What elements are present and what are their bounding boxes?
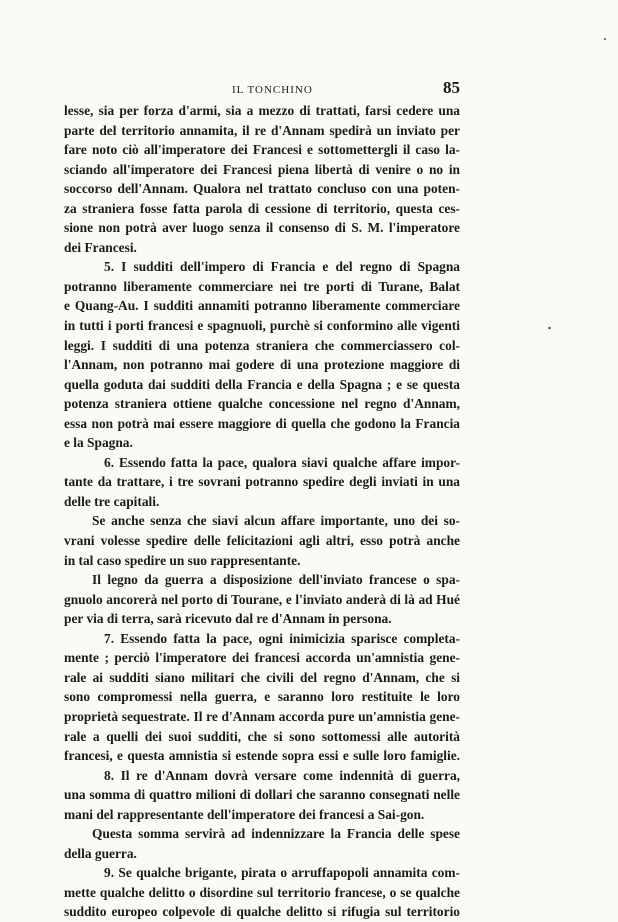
text-line: l'Annam, non potranno mai godere di una protezione maggiore di	[64, 357, 460, 373]
text-line: in tal caso spedire un suo rappresentante.	[64, 552, 301, 568]
paper-speck	[604, 38, 606, 40]
text-line: delle tre capitali.	[64, 493, 160, 509]
text-line: quella goduta dai sudditi della Francia e della Spagna ; e se questa	[64, 376, 460, 392]
text-line: Il legno da guerra a disposizione dell'inviato francese o spa-	[92, 572, 460, 588]
text-line: parte del territorio annamita, il re d'Annam spedirà un inviato per	[64, 122, 460, 138]
text-line: 5. I sudditi dell'impero di Francia e del regno di Spagna	[104, 259, 460, 275]
text-line: francesi, e questa amnistia si estende sopra essi e sulle loro famiglie.	[64, 748, 460, 764]
text-line: Se anche senza che siavi alcun affare importante, uno dei so-	[92, 513, 460, 529]
text-line: della guerra.	[64, 845, 137, 861]
text-line: sono compromessi nella guerra, e saranno loro restituite le loro	[64, 689, 460, 705]
text-line: tante da trattare, i tre sovrani potranno spedire degli inviati in una	[64, 474, 460, 490]
text-line: 8. Il re d'Annam dovrà versare come indennità di guerra,	[104, 767, 460, 783]
running-title: IL TONCHINO	[232, 84, 313, 96]
page-number: 85	[443, 78, 460, 97]
text-line: Questa somma servirà ad indennizzare la Francia delle spese	[92, 826, 460, 842]
page-header	[64, 78, 460, 98]
text-line: e Quang-Au. I sudditi annamiti potranno liberamente commerciare	[64, 298, 460, 314]
text-line: essa non potrà mai essere maggiore di quella che godono la Francia	[64, 415, 460, 431]
text-line: e la Spagna.	[64, 435, 133, 451]
text-line: 6. Essendo fatta la pace, qualora siavi qualche affare impor-	[104, 454, 460, 470]
text-line: potenza straniera ottiene qualche concessione nel regno d'Annam,	[64, 396, 460, 412]
text-line: rale a quelli dei suoi sudditi, che si sono sottomessi alle autorità	[64, 728, 460, 744]
text-line: per via di terra, sarà ricevuto dal re d'Annam in persona.	[64, 611, 392, 627]
text-line: mente ; perciò l'imperatore dei francesi accorda un'amnistia gene-	[64, 650, 460, 666]
text-line: lesse, sia per forza d'armi, sia a mezzo di trattati, farsi cedere una	[64, 103, 460, 118]
text-line: 7. Essendo fatta la pace, ogni inimicizia sparisce completa-	[104, 630, 460, 646]
text-line: mani del rappresentante dell'imperatore dei francesi a Sai-gon.	[64, 806, 425, 822]
text-line: gnuolo ancorerà nel porto di Tourane, e l'inviato anderà di là ad Hué	[64, 591, 460, 607]
text-line: dei Francesi.	[64, 239, 137, 255]
text-line: rale ai sudditi siano militari che civili del regno d'Annam, che si	[64, 669, 460, 685]
text-line: soccorso dell'Annam. Qualora nel trattato concluso con una poten-	[64, 181, 460, 197]
text-line: vrani volesse spedire delle felicitazioni agli altri, esso potrà anche	[64, 533, 460, 549]
text-line: sione non potrà aver luogo senza il consenso di S. M. l'imperatore	[64, 220, 460, 236]
paper-speck	[548, 327, 551, 329]
text-line: proprietà sequestrate. Il re d'Annam accorda pure un'amnistia gene-	[64, 708, 460, 724]
text-line: una somma di quattro milioni di dollari che saranno consegnati nelle	[64, 787, 460, 803]
text-line: 9. Se qualche brigante, pirata o arruffapopoli annamita com-	[104, 865, 460, 881]
text-line: mette qualche delitto o disordine sul territorio francese, o se qualche	[64, 884, 460, 900]
text-line: potranno liberamente commerciare nei tre porti di Turane, Balat	[64, 278, 460, 294]
text-line: sciando all'imperatore dei Francesi piena libertà di venire o no in	[64, 161, 460, 177]
body-text	[64, 101, 460, 922]
text-line: suddito europeo colpevole di qualche delitto si rifugia sul territorio	[64, 904, 460, 920]
text-line: za straniera fosse fatta parola di cessione di territorio, questa ces-	[64, 200, 460, 216]
text-line: fare noto ciò all'imperatore dei Francesi e sottomettergli il caso la-	[64, 142, 460, 158]
text-line: leggi. I sudditi di una potenza straniera che commerciassero col-	[64, 337, 460, 353]
text-line: in tutti i porti francesi e spagnuoli, purchè si conformino alle vigenti	[64, 318, 460, 334]
